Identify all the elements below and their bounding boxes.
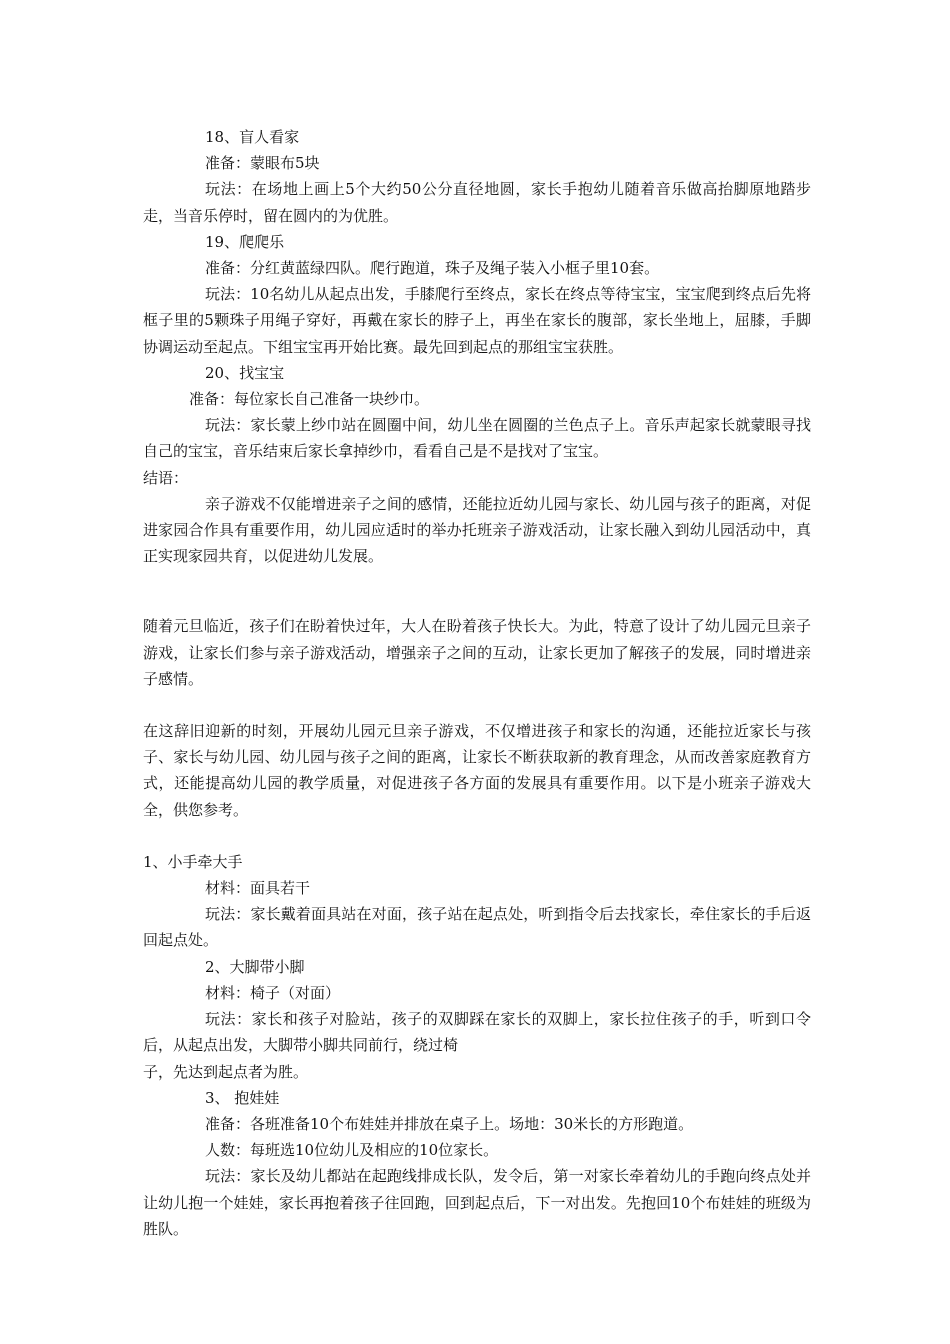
game-3-rules: 玩法：家长及幼儿都站在起跑线排成长队，发令后，第一对家长牵着幼儿的手跑向终点处并让幼儿抱一个娃娃，家长再抱着孩子往回跑，回到起点后，下一对出发。先抱回10个布娃娃的班级为胜队。: [143, 1167, 811, 1238]
game-1-rules: 玩法：家长戴着面具站在对面，孩子站在起点处，听到指令后去找家长，牵住家长的手后返回起点处。: [143, 905, 811, 950]
game-18-prep: 准备：蒙眼布5块: [205, 154, 320, 173]
game-19-prep: 准备：分红黄蓝绿四队。爬行跑道，珠子及绳子装入小框子里10套。: [205, 259, 660, 278]
paragraph-spacer: [143, 823, 811, 849]
intro-paragraph-2: 在这辞旧迎新的时刻，开展幼儿园元旦亲子游戏，不仅增进孩子和家长的沟通，还能拉近家长与孩子、家长与幼儿园、幼儿园与孩子之间的距离，让家长不断获取新的教育理念，从而改善家庭教育方式，还能提高幼儿园的教学质量，对促进孩子各方面的发展具有重要作用。以下是小班亲子游戏大全，供您参考。: [143, 722, 811, 819]
game-3-title: 3、 抱娃娃: [205, 1088, 280, 1107]
game-20-prep: 准备：每位家长自己准备一块纱巾。: [189, 390, 430, 409]
game-2-title: 2、大脚带小脚: [205, 957, 305, 976]
game-3-participants: 人数：每班选10位幼儿及相应的10位家长。: [205, 1141, 499, 1160]
conclusion-heading: 结语：: [143, 468, 189, 487]
game-1-title: 1、小手牵大手: [143, 852, 243, 871]
game-2-rules: 玩法：家长和孩子对脸站，孩子的双脚踩在家长的双脚上，家长拉住孩子的手，听到口令后，从起点出发，大脚带小脚共同前行，绕过椅: [143, 1010, 811, 1055]
game-19-rules: 玩法：10名幼儿从起点出发，手膝爬行至终点，家长在终点等待宝宝，宝宝爬到终点后先将框子里的5颗珠子用绳子穿好，再戴在家长的脖子上，再坐在家长的腹部，家长坐地上，屈膝，手脚协调运动至起点。下组宝宝再开始比赛。最先回到起点的那组宝宝获胜。: [143, 285, 811, 356]
section-spacer: [143, 569, 811, 613]
game-2-materials: 材料：椅子（对面）: [205, 983, 341, 1002]
game-3-prep: 准备：各班准备10个布娃娃并排放在桌子上。场地：30米长的方形跑道。: [205, 1114, 694, 1133]
game-18-title: 18、盲人看家: [205, 128, 300, 146]
paragraph-spacer: [143, 692, 811, 718]
document-page: [143, 124, 811, 1242]
game-2-rules-continued: 子，先达到起点者为胜。: [143, 1062, 309, 1081]
intro-paragraph-1: 随着元旦临近，孩子们在盼着快过年，大人在盼着孩子快长大。为此，特意了设计了幼儿园元旦亲子游戏，让家长们参与亲子游戏活动，增强亲子之间的互动，让家长更加了解孩子的发展，同时增进亲子感情。: [143, 617, 811, 688]
game-18-rules: 玩法：在场地上画上5个大约50公分直径地圆，家长手抱幼儿随着音乐做高抬脚原地踏步走，当音乐停时，留在圆内的为优胜。: [143, 180, 811, 225]
conclusion-body: 亲子游戏不仅能增进亲子之间的感情，还能拉近幼儿园与家长、幼儿园与孩子的距离，对促进家园合作具有重要作用，幼儿园应适时的举办托班亲子游戏活动，让家长融入到幼儿园活动中，真正实现家园共育，以促进幼儿发展。: [143, 494, 811, 566]
game-20-rules: 玩法：家长蒙上纱巾站在圆圈中间，幼儿坐在圆圈的兰色点子上。音乐声起家长就蒙眼寻找自己的宝宝，音乐结束后家长拿掉纱巾，看看自己是不是找对了宝宝。: [143, 416, 811, 461]
game-1-materials: 材料：面具若干: [205, 879, 311, 898]
game-20-title: 20、找宝宝: [205, 363, 285, 382]
game-19-title: 19、爬爬乐: [205, 232, 285, 251]
